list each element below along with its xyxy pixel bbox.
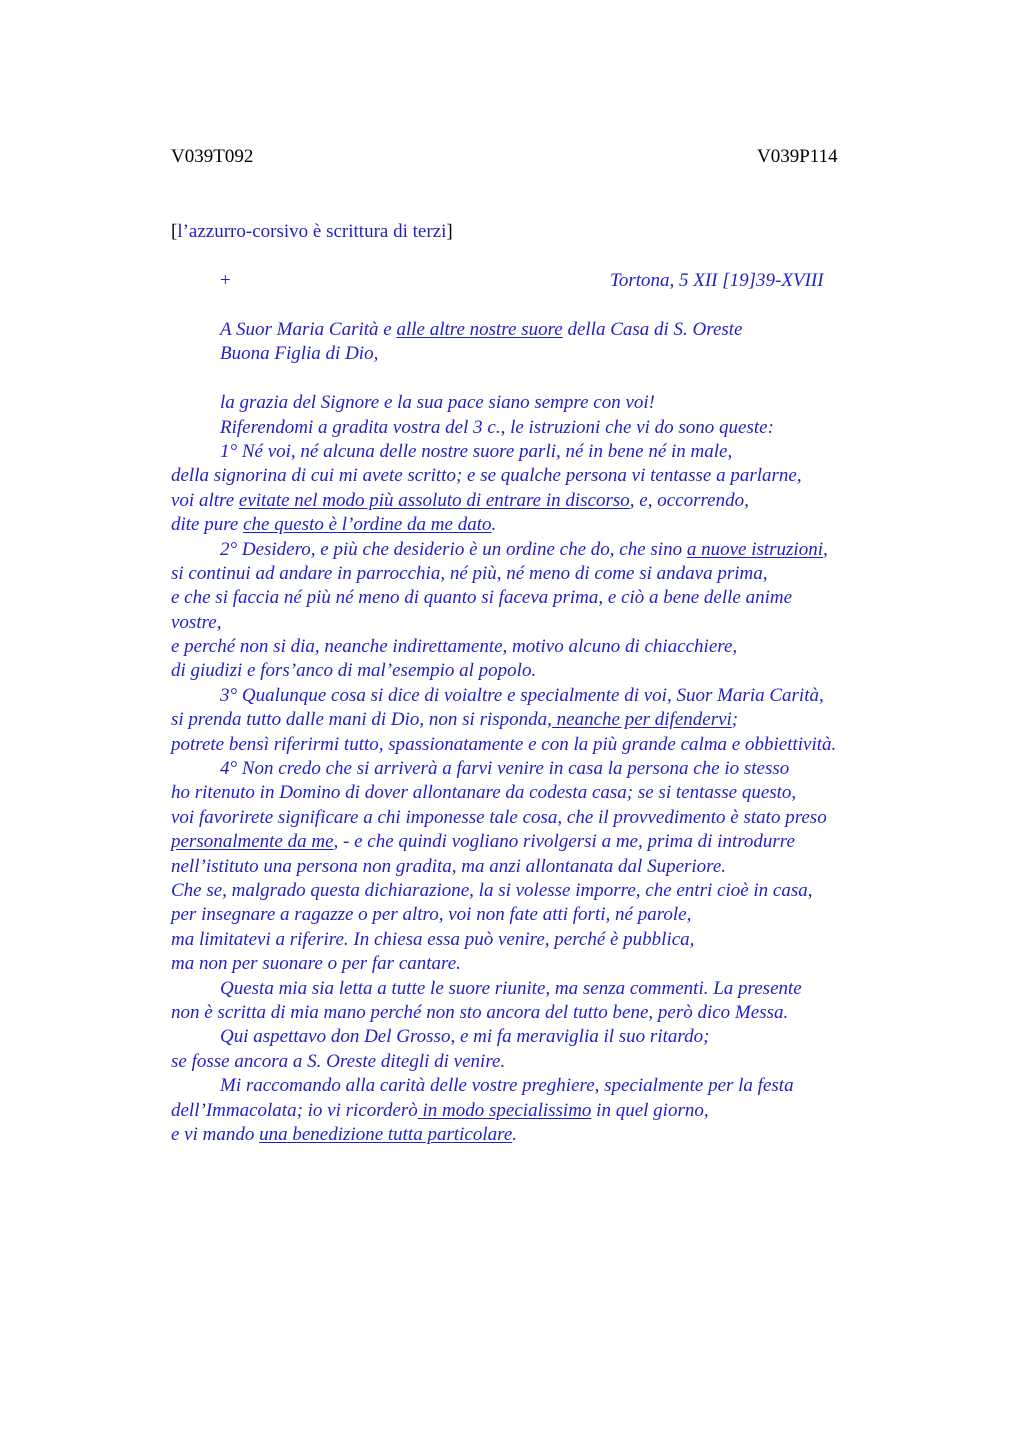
cross-symbol: + bbox=[220, 270, 231, 291]
address-text: della Casa di S. Oreste bbox=[562, 319, 743, 340]
text-segment: 2° Desidero, e più che desiderio è un ordine che do, che sino bbox=[220, 538, 687, 560]
point-4-line: Che se, malgrado questa dichiarazione, la si volesse imporre, che entri cioè in casa, bbox=[171, 879, 813, 901]
point-4-line: ma non per suonare o per far cantare. bbox=[171, 953, 461, 975]
paragraph-line bbox=[171, 1123, 931, 1147]
paragraph-line: Mi raccomando alla carità delle vostre preghiere, specialmente per la festa bbox=[220, 1075, 794, 1097]
text-segment: dell’Immacolata; io vi ricorderò bbox=[171, 1099, 418, 1121]
editorial-note bbox=[171, 221, 453, 243]
underlined-text: in modo specialissimo bbox=[417, 1099, 592, 1121]
underlined-text: personalmente da me bbox=[171, 831, 334, 853]
text-segment: dite pure bbox=[171, 514, 244, 536]
point-4-line: ho ritenuto in Domino di dover allontanare da codesta casa; se si tentasse questo, bbox=[171, 782, 797, 804]
underlined-text: a nuove istruzioni bbox=[686, 538, 823, 560]
point-4-line: ma limitatevi a riferire. In chiesa essa può venire, perché è pubblica, bbox=[171, 928, 695, 950]
text-segment: , bbox=[823, 538, 828, 560]
point-1-line: della signorina di cui mi avete scritto; e se qualche persona vi tentasse a parlarne, bbox=[171, 465, 802, 487]
intro-line: Riferendomi a gradita vostra del 3 c., le istruzioni che vi do sono queste: bbox=[220, 416, 774, 438]
point-2-line: si continui ad andare in parrocchia, né più, né meno di come si andava prima, bbox=[171, 562, 768, 584]
point-2-line: vostre, bbox=[171, 611, 222, 633]
point-3-line: 3° Qualunque cosa si dice di voialtre e specialmente di voi, Suor Maria Carità, bbox=[220, 684, 824, 706]
point-4-line bbox=[171, 830, 931, 854]
text-segment: , e, occorrendo, bbox=[629, 489, 749, 511]
letter-body bbox=[171, 318, 931, 1147]
salutation: Buona Figlia di Dio, bbox=[220, 343, 379, 365]
place-date: Tortona, 5 XII [19]39-XVIII bbox=[610, 270, 824, 291]
paragraph-line: Questa mia sia letta a tutte le suore riunite, ma senza commenti. La presente bbox=[220, 977, 802, 999]
note-open-bracket: [ bbox=[171, 221, 178, 242]
text-segment: in quel giorno, bbox=[591, 1099, 709, 1121]
text-segment: e vi mando bbox=[171, 1123, 260, 1145]
point-4-line: voi favorirete significare a chi imponesse tale cosa, che il provvedimento è stato preso bbox=[171, 806, 827, 828]
greeting: la grazia del Signore e la sua pace siano sempre con voi! bbox=[220, 392, 655, 414]
paragraph-line: se fosse ancora a S. Oreste ditegli di venire. bbox=[171, 1050, 506, 1072]
point-4-line: per insegnare a ragazze o per altro, voi non fate atti forti, né parole, bbox=[171, 904, 692, 926]
point-1-line bbox=[171, 513, 931, 537]
address-line bbox=[171, 318, 931, 342]
paragraph-line: non è scritta di mia mano perché non sto ancora del tutto bene, però dico Messa. bbox=[171, 1001, 789, 1023]
underlined-text: una benedizione tutta particolare bbox=[259, 1123, 513, 1145]
point-2-line: e che si faccia né più né meno di quanto si faceva prima, e ciò a bene delle anime bbox=[171, 587, 793, 609]
point-2-line: di giudizi e fors’anco di mal’esempio al popolo. bbox=[171, 660, 537, 682]
point-3-line bbox=[171, 708, 931, 732]
paragraph-line: Qui aspettavo don Del Grosso, e mi fa meraviglia il suo ritardo; bbox=[220, 1026, 710, 1048]
document-code-left: V039T092 bbox=[171, 146, 254, 167]
point-2-line bbox=[171, 538, 931, 562]
point-3-line: potrete bensì riferirmi tutto, spassionatamente e con la più grande calma e obbiettività. bbox=[171, 733, 837, 755]
text-segment: . bbox=[512, 1123, 517, 1145]
text-segment: . bbox=[491, 514, 497, 536]
blank-line bbox=[171, 367, 931, 391]
point-4-line: 4° Non credo che si arriverà a farvi venire in casa la persona che io stesso bbox=[220, 758, 790, 780]
text-segment: si prenda tutto dalle mani di Dio, non si risponda, bbox=[171, 709, 552, 731]
note-close-bracket: ] bbox=[446, 221, 453, 242]
text-segment: ; bbox=[731, 709, 739, 731]
underlined-text: alle altre nostre suore bbox=[396, 319, 563, 340]
document-code-right: V039P114 bbox=[757, 146, 838, 167]
note-text: l’azzurro-corsivo è scrittura di terzi bbox=[177, 221, 447, 242]
underlined-text: che questo è l’ordine da me dato bbox=[243, 514, 492, 536]
text-segment: , - e che quindi vogliano rivolgersi a me, prima di introdurre bbox=[333, 831, 795, 853]
point-4-line: nell’istituto una persona non gradita, ma anzi allontanata dal Superiore. bbox=[171, 855, 727, 877]
paragraph-line bbox=[171, 1099, 931, 1123]
underlined-text: neanche per difendervi bbox=[551, 709, 732, 731]
text-segment: voi altre bbox=[171, 489, 239, 511]
point-1-line bbox=[171, 489, 931, 513]
address-text: A Suor Maria Carità e bbox=[220, 319, 397, 340]
point-1-line: 1° Né voi, né alcuna delle nostre suore parli, né in bene né in male, bbox=[220, 440, 733, 462]
point-2-line: e perché non si dia, neanche indirettamente, motivo alcuno di chiacchiere, bbox=[171, 636, 738, 658]
underlined-text: evitate nel modo più assoluto di entrare in discorso bbox=[238, 489, 630, 511]
